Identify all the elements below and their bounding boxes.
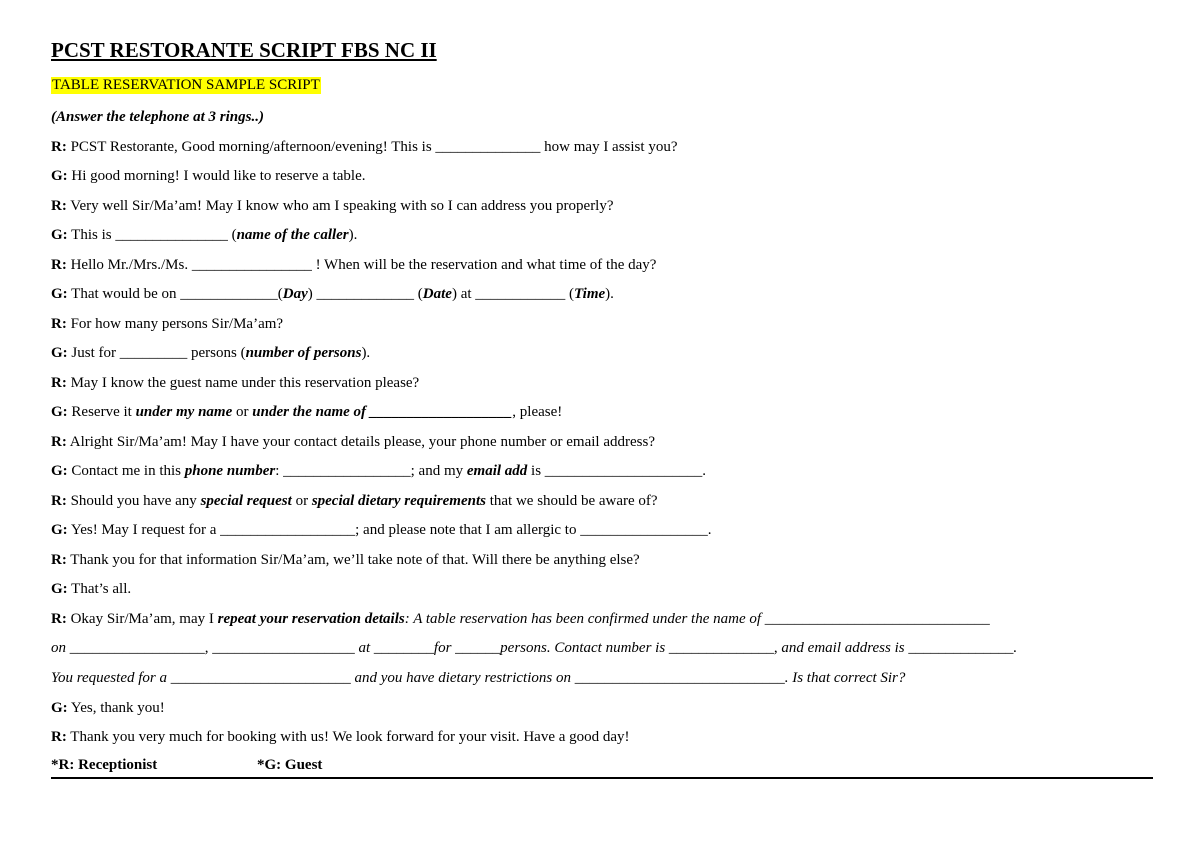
legend-footer [51, 757, 1153, 779]
line-text: ) at ____________ ( [451, 286, 575, 302]
line-text: Day [282, 286, 308, 302]
line-text: Reserve it [67, 404, 136, 420]
speaker-label: R: [51, 257, 67, 273]
line-text: number of persons [245, 345, 362, 361]
speaker-label: R: [51, 434, 67, 450]
script-line [51, 137, 677, 157]
line-text: ). [605, 286, 614, 302]
line-text: ). [348, 227, 358, 243]
line-text: or [291, 493, 312, 509]
line-text: or [232, 404, 253, 420]
line-text: Hi good morning! I would like to reserve a table. [67, 168, 366, 184]
speaker-label: R: [51, 552, 67, 568]
script-line [51, 314, 283, 334]
line-text: name of the caller [236, 227, 349, 243]
line-text: Thank you very much for booking with us! We look forward for your visit. Have a good day! [66, 729, 630, 745]
script-line [51, 698, 165, 718]
speaker-label: R: [51, 139, 67, 155]
script-line [51, 520, 711, 540]
line-text: May I know the guest name under this reservation please? [66, 375, 420, 391]
legend-receptionist: *R: Receptionist [51, 757, 158, 773]
speaker-label: G: [51, 286, 68, 302]
speaker-label: G: [51, 227, 68, 243]
script-subtitle: TABLE RESERVATION SAMPLE SCRIPT [52, 77, 320, 93]
speaker-label: G: [51, 168, 68, 184]
script-line [51, 432, 655, 452]
line-text: Yes, thank you! [67, 700, 165, 716]
line-text: Date [422, 286, 452, 302]
speaker-label: R: [51, 198, 67, 214]
line-text: Should you have any [66, 493, 201, 509]
speaker-label: G: [51, 345, 68, 361]
line-text: This is _______________ ( [67, 227, 237, 243]
line-text: PCST Restorante, Good morning/afternoon/evening! This is ______________ how may I assist you? [66, 139, 678, 155]
line-text: is _____________________. [527, 463, 707, 479]
line-text: Yes! May I request for a __________________; and please note that I am allergic to _________________. [67, 522, 712, 538]
line-text: under the name of ___________________ [252, 404, 513, 420]
line-text: email add [466, 463, 528, 479]
line-text: ) _____________ ( [307, 286, 423, 302]
line-text: You requested for a ________________________ and you have dietary restrictions on ____________________________. Is that correct Sir? [51, 670, 906, 686]
script-line [51, 638, 1017, 658]
line-text: that we should be aware of? [485, 493, 658, 509]
line-text: That’s all. [67, 581, 132, 597]
line-text: Just for _________ persons ( [67, 345, 246, 361]
legend-guest: *G: Guest [257, 757, 323, 773]
line-text: That would be on _____________( [67, 286, 283, 302]
line-text: special request [200, 493, 292, 509]
script-line [51, 255, 656, 275]
line-text: (Answer the telephone at 3 rings..) [51, 109, 264, 125]
line-text: Contact me in this [67, 463, 185, 479]
line-text: For how many persons Sir/Ma’am? [66, 316, 284, 332]
line-text: ). [361, 345, 371, 361]
script-line [51, 461, 706, 481]
line-text: Okay Sir/Ma’am, may I [66, 611, 218, 627]
line-text: , please! [512, 404, 563, 420]
speaker-label: G: [51, 463, 68, 479]
script-line [51, 196, 614, 216]
line-text: : _________________; and my [275, 463, 467, 479]
line-text: on __________________, ___________________ at ________for ______persons. Contact number is ______________, and email address is ______________. [51, 640, 1018, 656]
line-text: Alright Sir/Ma’am! May I have your contact details please, your phone number or email address? [66, 434, 655, 450]
line-text: repeat your reservation details [217, 611, 405, 627]
line-text: under my name [135, 404, 233, 420]
line-text: special dietary requirements [311, 493, 486, 509]
document-title: PCST RESTORANTE SCRIPT FBS NC II [51, 38, 437, 62]
speaker-label: R: [51, 316, 67, 332]
script-line [51, 668, 905, 688]
speaker-label: G: [51, 522, 68, 538]
script-line [51, 225, 357, 245]
line-text: : A table reservation has been confirmed under the name of ______________________________ [404, 611, 990, 627]
script-line [51, 727, 630, 747]
script-line [51, 550, 640, 570]
script-line [51, 373, 419, 393]
line-text: phone number [184, 463, 276, 479]
speaker-label: G: [51, 581, 68, 597]
script-line [51, 579, 131, 599]
line-text: Time [574, 286, 606, 302]
speaker-label: R: [51, 729, 67, 745]
line-text: Hello Mr./Mrs./Ms. ________________ ! When will be the reservation and what time of the day? [66, 257, 657, 273]
script-line [51, 166, 366, 186]
script-line [51, 609, 990, 629]
script-line [51, 284, 614, 304]
script-line [51, 343, 370, 363]
script-line [51, 107, 264, 127]
speaker-label: R: [51, 375, 67, 391]
speaker-label: R: [51, 611, 67, 627]
speaker-label: G: [51, 404, 68, 420]
speaker-label: G: [51, 700, 68, 716]
script-line [51, 402, 562, 422]
speaker-label: R: [51, 493, 67, 509]
line-text: Very well Sir/Ma’am! May I know who am I speaking with so I can address you properly? [66, 198, 614, 214]
script-line [51, 491, 658, 511]
line-text: Thank you for that information Sir/Ma’am, we’ll take note of that. Will there be anything else? [66, 552, 640, 568]
